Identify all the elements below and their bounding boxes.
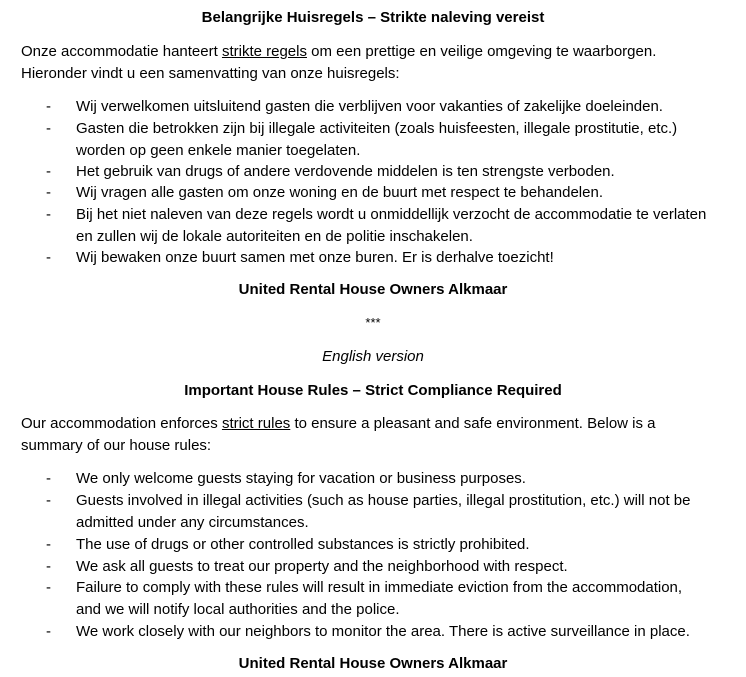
bullet-dash: - bbox=[46, 120, 51, 137]
english-intro-after: to ensure a pleasant and safe environment. Below is a bbox=[290, 415, 656, 432]
bullet-line: worden op geen enkele manier toegelaten. bbox=[76, 141, 361, 159]
bullet-dash: - bbox=[46, 579, 51, 596]
bullet-line: admitted under any circumstances. bbox=[76, 513, 309, 531]
bullet-dash: - bbox=[46, 558, 51, 575]
bullet-dash: - bbox=[46, 470, 51, 487]
dutch-title: Belangrijke Huisregels – Strikte naleving vereist bbox=[201, 9, 545, 26]
bullet-line: Guests involved in illegal activities (such as house parties, illegal prostitution, etc.) will not be bbox=[76, 492, 691, 509]
bullet-line: We only welcome guests staying for vacation or business purposes. bbox=[76, 470, 526, 487]
bullet-dash: - bbox=[46, 206, 51, 223]
english-intro-line2: summary of our house rules: bbox=[21, 437, 212, 454]
english-intro-before: Our accommodation enforces bbox=[21, 415, 222, 432]
bullet-line: en zullen wij de lokale autoriteiten en de politie inschakelen. bbox=[76, 227, 473, 245]
bullet-line: Failure to comply with these rules will result in immediate eviction from the accommodation, bbox=[76, 579, 683, 596]
bullet-dash: - bbox=[46, 184, 51, 201]
bullet-line: We ask all guests to treat our property and the neighborhood with respect. bbox=[76, 558, 568, 575]
bullet-line: We work closely with our neighbors to monitor the area. There is active surveillance in place. bbox=[76, 623, 690, 640]
dutch-signature: United Rental House Owners Alkmaar bbox=[238, 281, 508, 298]
bullet-dash: - bbox=[46, 163, 51, 180]
bullet-line: and we will notify local authorities and the police. bbox=[76, 600, 400, 618]
bullet-dash: - bbox=[46, 536, 51, 553]
english-title: Important House Rules – Strict Compliance Required bbox=[184, 382, 562, 399]
dutch-intro-line2: Hieronder vindt u een samenvatting van onze huisregels: bbox=[21, 65, 400, 82]
dutch-intro-link: strikte regels bbox=[221, 43, 307, 60]
dutch-intro-after: om een prettige en veilige omgeving te waarborgen. bbox=[306, 43, 657, 60]
english-intro bbox=[21, 413, 736, 457]
bullet-line: The use of drugs or other controlled substances is strictly prohibited. bbox=[76, 536, 530, 553]
bullet-line: Wij bewaken onze buurt samen met onze buren. Er is derhalve toezicht! bbox=[76, 249, 554, 266]
bullet-line: Wij vragen alle gasten om onze woning en de buurt met respect te behandelen. bbox=[76, 184, 603, 201]
bullet-dash: - bbox=[46, 98, 51, 115]
bullet-dash: - bbox=[46, 249, 51, 266]
separator: *** bbox=[365, 315, 381, 330]
english-version-label: English version bbox=[322, 348, 424, 365]
english-signature: United Rental House Owners Alkmaar bbox=[238, 655, 508, 672]
bullet-dash: - bbox=[46, 492, 51, 509]
bullet-line: Het gebruik van drugs of andere verdovende middelen is ten strengste verboden. bbox=[76, 163, 615, 180]
dutch-intro-before: Onze accommodatie hanteert bbox=[21, 43, 222, 60]
english-intro-link: strict rules bbox=[221, 415, 291, 432]
bullet-line: Wij verwelkomen uitsluitend gasten die verblijven voor vakanties of zakelijke doeleinden. bbox=[76, 98, 663, 115]
bullet-dash: - bbox=[46, 623, 51, 640]
bullet-line: Gasten die betrokken zijn bij illegale activiteiten (zoals huisfeesten, illegale prostitutie, etc.) bbox=[76, 120, 678, 137]
dutch-intro bbox=[21, 41, 736, 85]
bullet-line: Bij het niet naleven van deze regels wordt u onmiddellijk verzocht de accommodatie te verlaten bbox=[76, 206, 707, 223]
